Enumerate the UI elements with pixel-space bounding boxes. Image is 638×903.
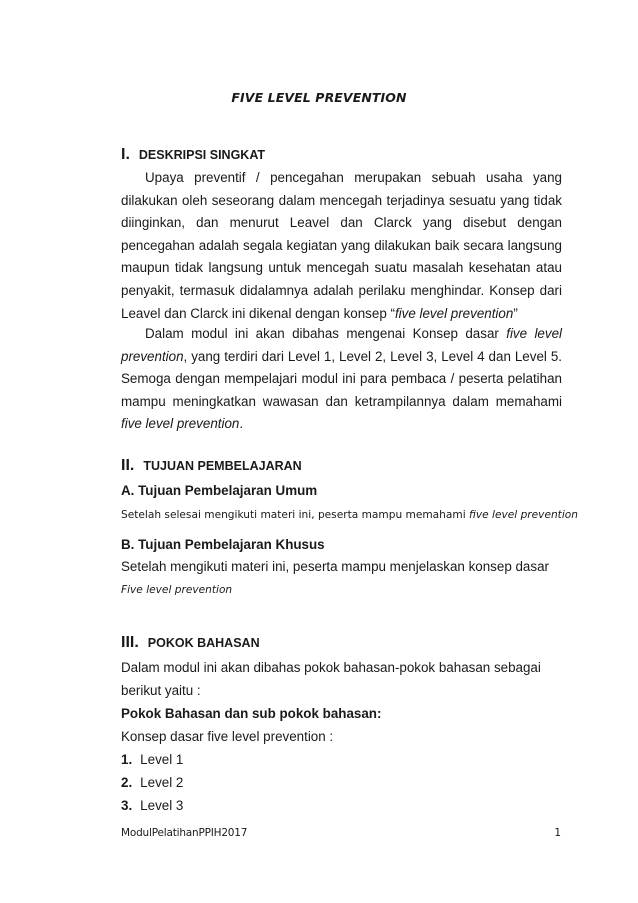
italic-term: five level prevention [121,326,562,364]
list-label: Level 2 [140,775,184,790]
deskripsi-paragraph-2 [121,323,562,436]
section-heading-tujuan [121,457,302,475]
list-item [121,798,183,813]
list-item [121,752,183,767]
paragraph-text: Upaya preventif / pencegahan merupakan sebuah usaha yang dilakukan oleh seseorang dalam mencegah terjadinya sesuatu yang tidak diinginkan, dan menurut Leavel dan Clarck yang disebut dengan pencegahan adalah segala kegiatan yang dilakukan baik secara langsung maupun tidak langsung untuk mencegah suatu masalah kesehatan atau penyakit, termasuk didalamnya adalah perilaku menghindar. Konsep dari Leavel dan Clarck ini dikenal dengan konsep “ [121,170,562,321]
list-label: Level 1 [140,752,184,767]
paragraph-text: . [239,416,244,432]
italic-term: five level prevention [121,416,240,432]
page-number: 1 [554,827,561,839]
section-title: TUJUAN PEMBELAJARAN [143,459,302,473]
tujuan-umum-label: A. Tujuan Pembelajaran Umum [121,483,318,498]
section-title: POKOK BAHASAN [147,636,260,650]
tujuan-khusus-text: Setelah mengikuti materi ini, peserta mampu menjelaskan konsep dasar [121,559,549,574]
italic-term: five level prevention [394,305,514,321]
pokok-line-1: Dalam modul ini akan dibahas pokok bahasan-pokok bahasan sebagai [121,660,541,675]
section-number: I. [121,146,130,163]
pokok-sub-heading: Pokok Bahasan dan sub pokok bahasan: [121,706,382,721]
section-title: DESKRIPSI SINGKAT [138,148,266,162]
section-number: II. [121,457,135,474]
paragraph-text: Setelah selesai mengikuti materi ini, peserta mampu memahami [121,509,470,521]
section-number: III. [121,634,139,651]
list-number: 2. [121,775,133,790]
italic-term: Five level prevention [121,584,233,596]
list-label: Level 3 [140,798,184,813]
list-number: 1. [121,752,133,767]
paragraph-text: ” [513,305,518,321]
list-item [121,775,183,790]
pokok-line-2: berikut yaitu : [121,683,201,698]
section-heading-pokok [121,634,260,652]
tujuan-khusus-italic [121,584,232,596]
paragraph-text: , yang terdiri dari Level 1, Level 2, Level 3, Level 4 dan Level 5. Semoga dengan mempelajari modul ini para pembaca / peserta pelatihan mampu meningkatkan wawasan dan ketrampilannya dalam memahami [121,348,562,409]
deskripsi-paragraph-1 [121,167,562,325]
document-title: FIVE LEVEL PREVENTION [231,90,407,105]
tujuan-umum-text [121,509,578,521]
footer-module-name: ModulPelatihanPPIH2017 [121,827,248,839]
italic-term: five level prevention [469,509,578,521]
section-heading-deskripsi [121,146,265,164]
pokok-line-3: Konsep dasar five level prevention : [121,729,334,744]
tujuan-khusus-label: B. Tujuan Pembelajaran Khusus [121,537,325,552]
list-number: 3. [121,798,133,813]
paragraph-text: Dalam modul ini akan dibahas mengenai Konsep dasar [145,326,507,341]
